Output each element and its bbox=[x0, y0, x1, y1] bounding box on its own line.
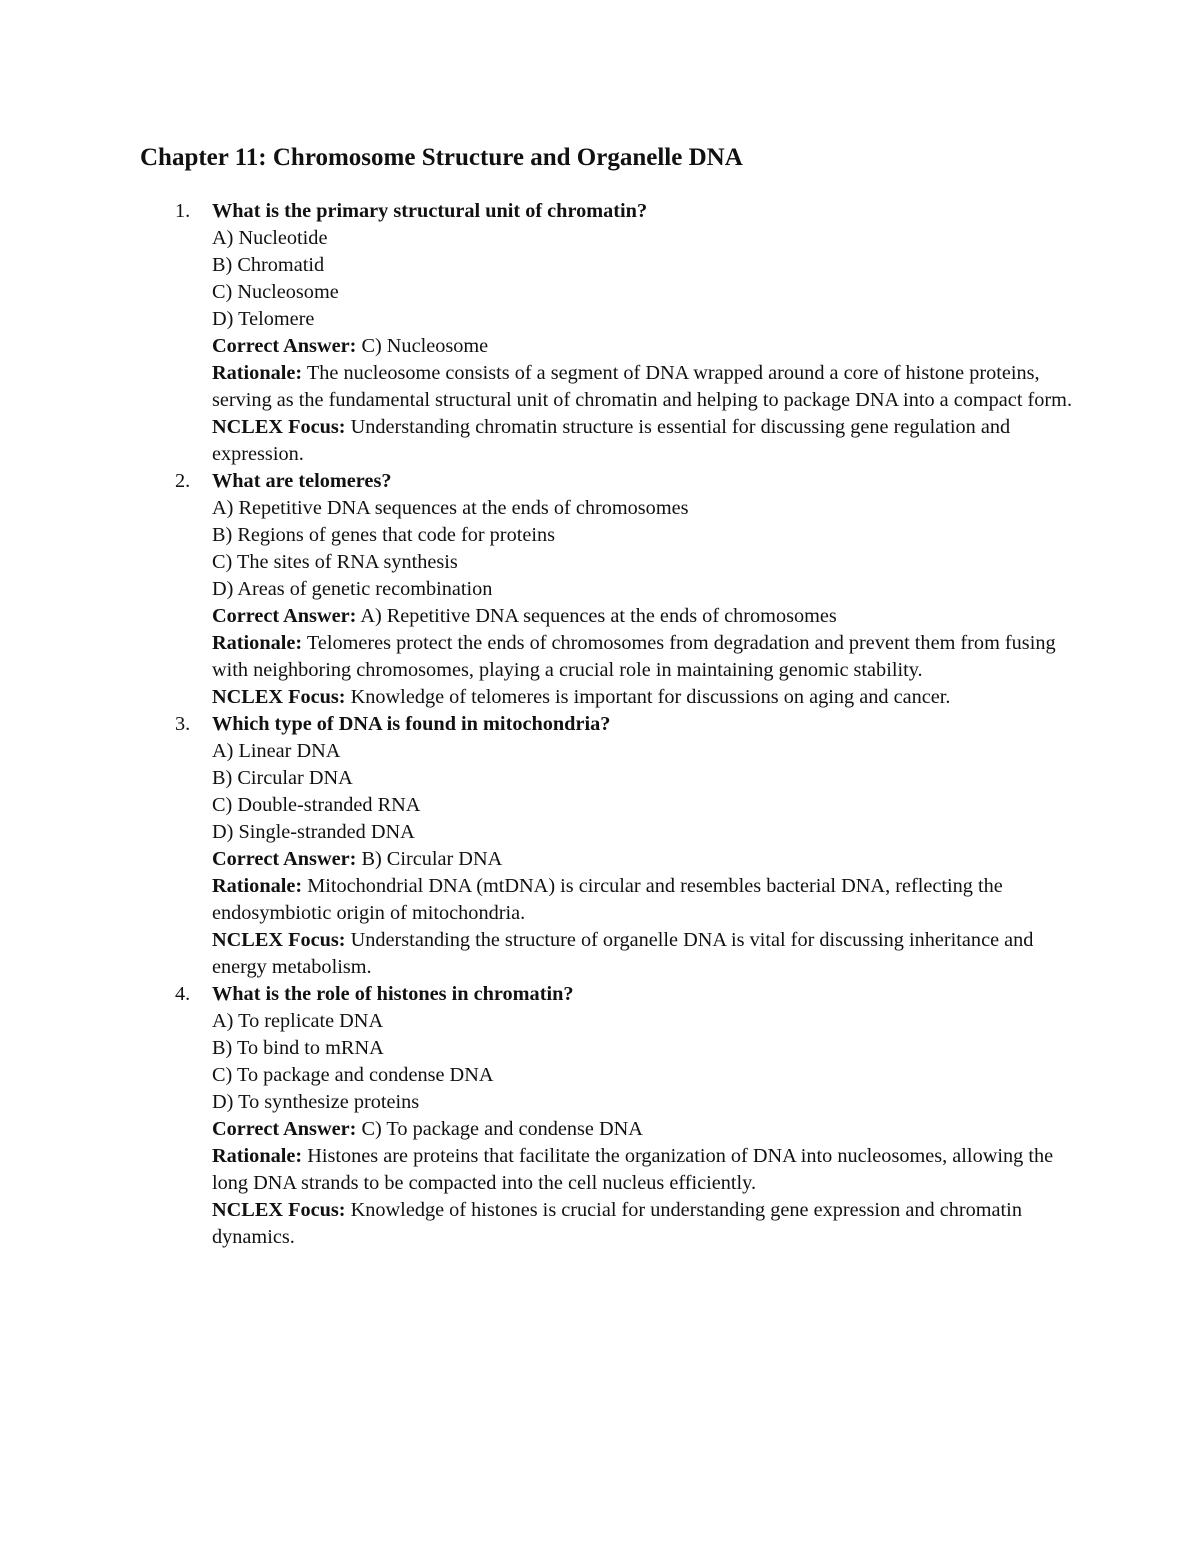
rationale bbox=[212, 630, 1072, 684]
question-text: What is the role of histones in chromatin? bbox=[212, 983, 574, 1005]
correct-answer-label: Correct Answer: bbox=[212, 335, 357, 357]
nclex-focus-label: NCLEX Focus: bbox=[212, 416, 346, 438]
correct-answer bbox=[212, 846, 1072, 873]
question-number: 4. bbox=[175, 983, 191, 1005]
question-text: What are telomeres? bbox=[212, 470, 392, 492]
question-number: 1. bbox=[175, 200, 191, 222]
rationale bbox=[212, 360, 1072, 414]
option-a: A) To replicate DNA bbox=[212, 1010, 384, 1032]
correct-answer-label: Correct Answer: bbox=[212, 848, 357, 870]
nclex-focus bbox=[212, 414, 1072, 468]
rationale-label: Rationale: bbox=[212, 632, 303, 654]
nclex-focus bbox=[212, 1197, 1072, 1251]
correct-answer-value: C) To package and condense DNA bbox=[361, 1118, 643, 1140]
nclex-focus-label: NCLEX Focus: bbox=[212, 1199, 346, 1221]
rationale-label: Rationale: bbox=[212, 1145, 303, 1167]
nclex-focus-text: Knowledge of histones is crucial for understanding gene expression and chromatin dynamics. bbox=[212, 1199, 1022, 1248]
option-b: B) Circular DNA bbox=[212, 767, 353, 789]
nclex-focus-text: Understanding chromatin structure is essential for discussing gene regulation and expression. bbox=[212, 416, 1011, 465]
option-c: C) The sites of RNA synthesis bbox=[212, 551, 458, 573]
nclex-focus-text: Understanding the structure of organelle DNA is vital for discussing inheritance and energy metabolism. bbox=[212, 929, 1034, 978]
rationale-text: The nucleosome consists of a segment of DNA wrapped around a core of histone proteins, serving as the fundamental structural unit of chromatin and helping to package DNA into a compact form. bbox=[212, 362, 1073, 411]
question-text: Which type of DNA is found in mitochondria? bbox=[212, 713, 611, 735]
rationale-text: Telomeres protect the ends of chromosomes from degradation and prevent them from fusing with neighboring chromosomes, playing a crucial role in maintaining genomic stability. bbox=[212, 632, 1056, 681]
correct-answer-label: Correct Answer: bbox=[212, 605, 357, 627]
option-d: D) Areas of genetic recombination bbox=[212, 578, 493, 600]
option-d: D) Single-stranded DNA bbox=[212, 821, 415, 843]
correct-answer bbox=[212, 603, 1072, 630]
option-c: C) To package and condense DNA bbox=[212, 1064, 494, 1086]
option-b: B) To bind to mRNA bbox=[212, 1037, 384, 1059]
option-a: A) Nucleotide bbox=[212, 227, 328, 249]
rationale-label: Rationale: bbox=[212, 875, 303, 897]
nclex-focus bbox=[212, 927, 1072, 981]
question-item bbox=[0, 468, 1072, 711]
question-item bbox=[0, 981, 1072, 1251]
option-c: C) Nucleosome bbox=[212, 281, 339, 303]
rationale bbox=[212, 1143, 1072, 1197]
question-item bbox=[0, 198, 1072, 468]
question-text: What is the primary structural unit of chromatin? bbox=[212, 200, 648, 222]
correct-answer-value: A) Repetitive DNA sequences at the ends of chromosomes bbox=[360, 605, 837, 627]
nclex-focus-label: NCLEX Focus: bbox=[212, 929, 346, 951]
nclex-focus bbox=[212, 684, 1072, 711]
question-item bbox=[0, 711, 1072, 981]
correct-answer-value: C) Nucleosome bbox=[361, 335, 489, 357]
rationale-text: Mitochondrial DNA (mtDNA) is circular and resembles bacterial DNA, reflecting the endosymbiotic origin of mitochondria. bbox=[212, 875, 1003, 924]
option-b: B) Chromatid bbox=[212, 254, 325, 276]
correct-answer bbox=[212, 333, 1072, 360]
option-d: D) To synthesize proteins bbox=[212, 1091, 420, 1113]
option-b: B) Regions of genes that code for proteins bbox=[212, 524, 556, 546]
correct-answer-value: B) Circular DNA bbox=[361, 848, 503, 870]
option-d: D) Telomere bbox=[212, 308, 315, 330]
correct-answer-label: Correct Answer: bbox=[212, 1118, 357, 1140]
nclex-focus-label: NCLEX Focus: bbox=[212, 686, 346, 708]
rationale-text: Histones are proteins that facilitate the organization of DNA into nucleosomes, allowing the long DNA strands to be compacted into the cell nucleus efficiently. bbox=[212, 1145, 1054, 1194]
page-title: Chapter 11: Chromosome Structure and Organelle DNA bbox=[140, 144, 743, 171]
option-a: A) Linear DNA bbox=[212, 740, 341, 762]
option-c: C) Double-stranded RNA bbox=[212, 794, 421, 816]
correct-answer bbox=[212, 1116, 1072, 1143]
option-a: A) Repetitive DNA sequences at the ends of chromosomes bbox=[212, 497, 689, 519]
question-number: 3. bbox=[175, 713, 191, 735]
nclex-focus-text: Knowledge of telomeres is important for discussions on aging and cancer. bbox=[350, 686, 951, 708]
rationale bbox=[212, 873, 1072, 927]
question-number: 2. bbox=[175, 470, 191, 492]
question-list bbox=[0, 198, 1200, 1251]
rationale-label: Rationale: bbox=[212, 362, 303, 384]
